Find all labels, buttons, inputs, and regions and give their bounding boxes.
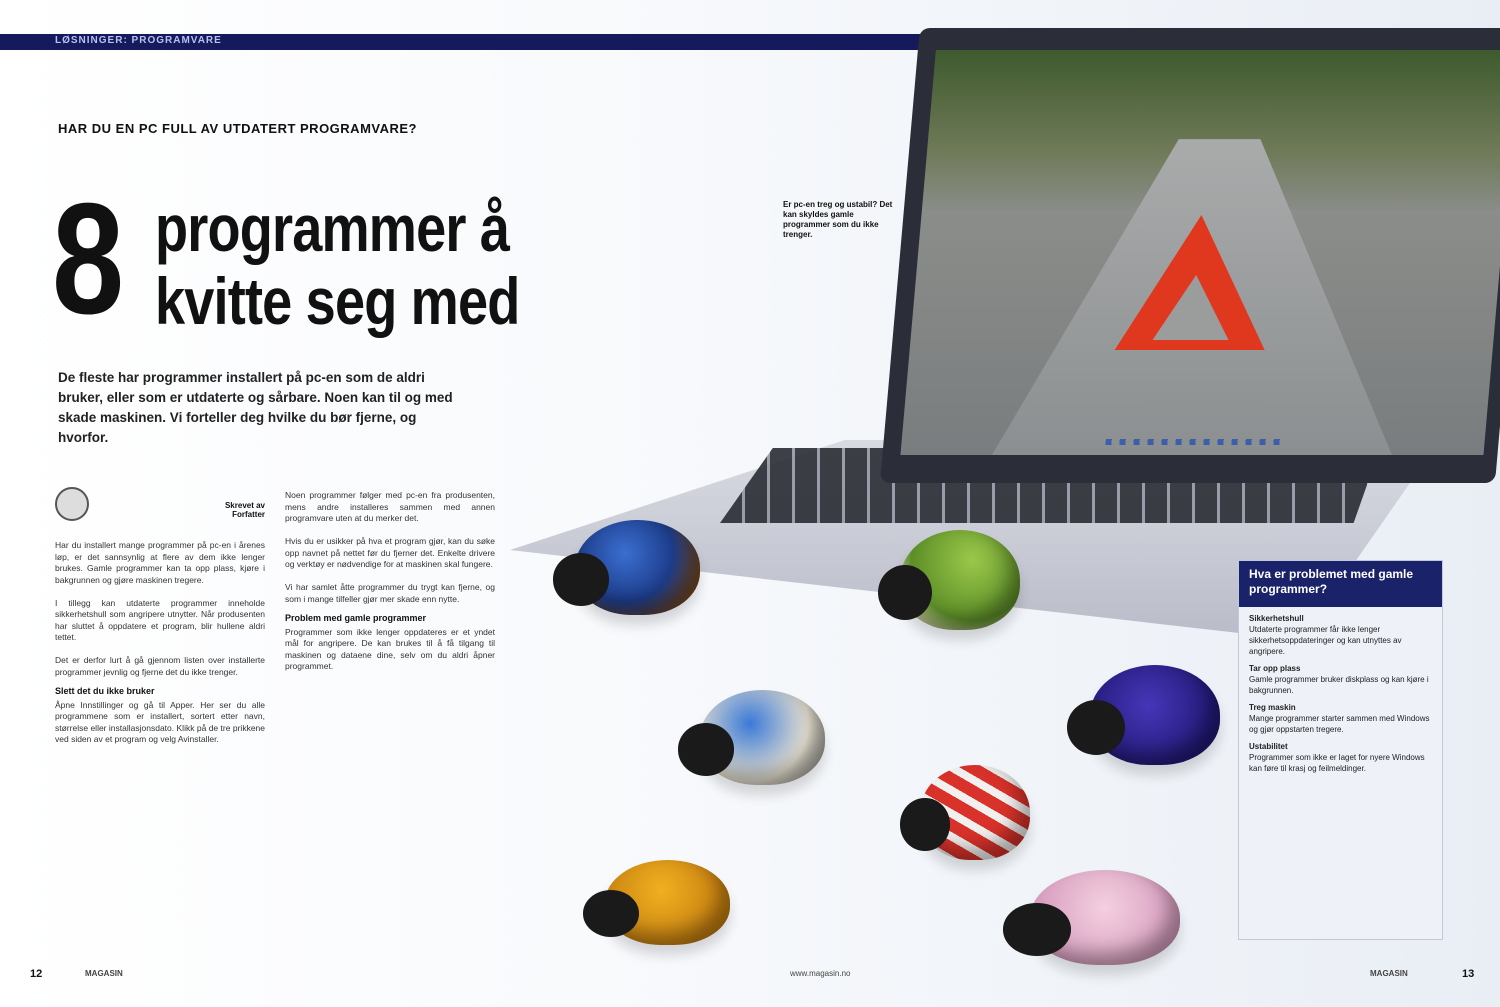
subhead: Slett det du ikke bruker — [55, 686, 155, 696]
ladybug-blue — [575, 520, 700, 615]
paragraph: Noen programmer følger med pc-en fra produsenten, mens andre installeres sammen med annen programvare uten at du merker det. — [285, 490, 495, 523]
sidebar-item-title: Treg maskin — [1249, 703, 1296, 712]
taskbar — [1105, 439, 1280, 445]
paragraph: Programmer som ikke lenger oppdateres er et yndet mål for angripere. De kan brukes til å få tilgang til maskinen og dataene dine, selv om du aldri åpner programmet. — [285, 626, 495, 671]
sidebar-item — [1239, 735, 1442, 774]
paragraph: I tillegg kan utdaterte programmer inneholde sikkerhetshull som angripere utnytter. Når produsenten har sluttet å oppdatere et program, blir hullene aldri tettet. — [55, 597, 265, 642]
ladybug-purple — [1090, 665, 1220, 765]
ladybug-red — [920, 765, 1030, 860]
ladybug-yellow — [605, 860, 730, 945]
author-avatar — [55, 487, 89, 521]
ladybug-pink — [1030, 870, 1180, 965]
headline-line1: programmer å — [155, 191, 510, 265]
ladybug-green — [900, 530, 1020, 630]
sidebar-item — [1239, 607, 1442, 657]
headline-number: 8 — [52, 171, 120, 347]
sidebar-box — [1238, 560, 1443, 940]
paragraph: Vi har samlet åtte programmer du trygt kan fjerne, og som i mange tilfeller gjør mer skade enn nytte. — [285, 582, 495, 604]
paragraph: Har du installert mange programmer på pc-en i årenes løp, er det sannsynlig at flere av dem ikke lenger brukes. Gamle programmer kan ta opp plass, kjøre i bakgrunnen og gjøre maskinen tregere. — [55, 540, 265, 585]
byline-label: Skrevet av — [224, 501, 265, 510]
triangle-inner — [1153, 275, 1235, 340]
paragraph: Åpne Innstillinger og gå til Apper. Her ser du alle programmene som er installert, sortert etter navn, størrelse eller installasjonsdato. Klikk på de tre prikkene ved siden av et program og velg Avinstaller. — [55, 699, 265, 744]
headline-line2: kvitte seg med — [155, 264, 520, 338]
paragraph: Hvis du er usikker på hva et program gjør, kan du søke opp navnet på nettet før du fjerner det. Enkelte drivere og verktøy er nødvendige for at maskinen skal fungere. — [285, 536, 495, 569]
byline — [55, 487, 265, 527]
sidebar-item — [1239, 657, 1442, 696]
byline-author: Forfatter — [232, 510, 265, 519]
page-number-right: 13 — [1462, 968, 1475, 980]
laptop-photo — [880, 28, 1500, 483]
subhead: Problem med gamle programmer — [285, 613, 427, 623]
body-column-2 — [285, 490, 495, 673]
paragraph: Det er derfor lurt å gå gjennom listen over installerte programmer jevnlig og fjerne det du ikke trenger. — [55, 655, 265, 677]
sidebar-item-text: Programmer som ikke er laget for nyere Windows kan føre til krasj og feilmeldinger. — [1249, 753, 1425, 773]
footer-url: www.magasin.no — [790, 969, 851, 978]
ladybug-white-blue — [700, 690, 825, 785]
laptop-screen — [900, 50, 1500, 455]
sidebar-item-title: Ustabilitet — [1249, 742, 1288, 751]
page-number-left: 12 — [30, 968, 43, 980]
footer-magazine-right: MAGASIN — [1370, 969, 1408, 978]
kicker: HAR DU EN PC FULL AV UTDATERT PROGRAMVARE? — [58, 121, 417, 136]
sidebar-item-title: Sikkerhetshull — [1249, 614, 1304, 623]
intro: De fleste har programmer installert på pc-en som de aldri bruker, eller som er utdaterte og sårbare. Noen kan til og med skade maskinen. Vi forteller deg hvilke du bør fjerne, og hvorfor. — [58, 370, 453, 445]
sidebar-item-text: Mange programmer starter sammen med Windows og gjør oppstarten tregere. — [1249, 714, 1430, 734]
body-column-1 — [55, 540, 265, 746]
sidebar-item-text: Utdaterte programmer får ikke lenger sikkerhetsoppdateringer og kan utnyttes av angripere. — [1249, 625, 1402, 656]
photo-caption: Er pc-en treg og ustabil? Det kan skyldes gamle programmer som du ikke trenger. — [783, 200, 893, 239]
sidebar-item-text: Gamle programmer bruker diskplass og kan kjøre i bakgrunnen. — [1249, 675, 1429, 695]
section-label: LØSNINGER: PROGRAMVARE — [55, 35, 222, 46]
footer-magazine-left: MAGASIN — [85, 969, 123, 978]
sidebar-item — [1239, 696, 1442, 735]
sidebar-item-title: Tar opp plass — [1249, 664, 1301, 673]
sidebar-title: Hva er problemet med gamle programmer? — [1239, 561, 1442, 607]
